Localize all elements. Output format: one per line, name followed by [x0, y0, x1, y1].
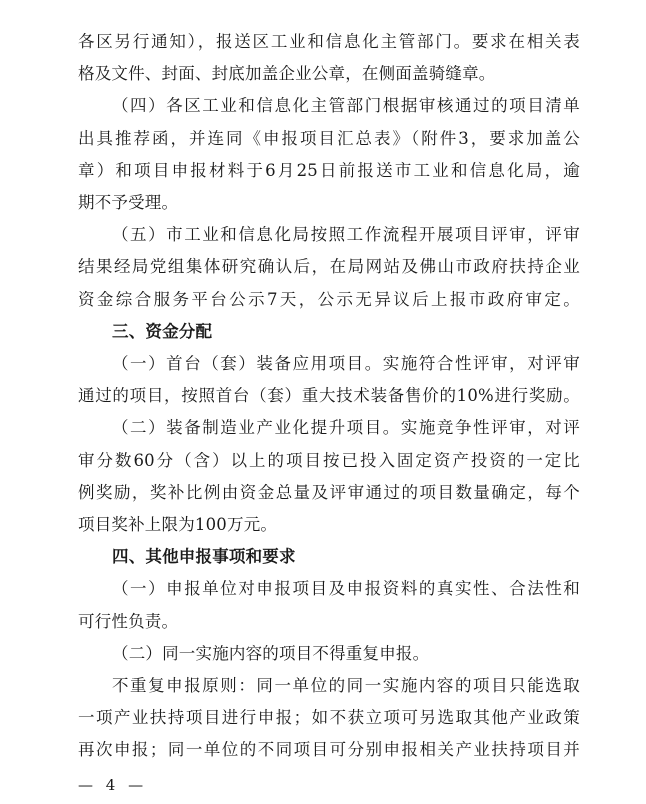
text-line: 期不予受理。: [78, 193, 179, 212]
text-line: （二）装备制造业产业化提升项目。实施竞争性评审，对评: [112, 418, 580, 438]
page-number: — 4 —: [78, 776, 148, 794]
text-line: 审分数60分（含）以上的项目按已投入固定资产投资的一定比: [78, 450, 580, 470]
text-line: 各区另行通知），报送区工业和信息化主管部门。要求在相关表: [78, 32, 580, 51]
text-line: 项目奖补上限为100万元。: [78, 515, 278, 534]
text-line: 不重复申报原则：同一单位的同一实施内容的项目只能选取: [112, 676, 580, 695]
text-line: （四）各区工业和信息化主管部门根据审核通过的项目清单: [112, 96, 580, 116]
text-line: 一项产业扶持项目进行申报；如不获立项可另选取其他产业政策: [78, 708, 580, 728]
text-line: （一）首台（套）装备应用项目。实施符合性评审，对评审: [112, 354, 580, 373]
text-line: （二）同一实施内容的项目不得重复申报。: [112, 643, 430, 663]
text-line: 再次申报；同一单位的不同项目可分别申报相关产业扶持项目并: [78, 740, 580, 760]
text-line: 通过的项目，按照首台（套）重大技术装备售价的10%进行奖励。: [78, 386, 580, 406]
text-line: 可行性负责。: [78, 611, 179, 631]
text-line: 资金综合服务平台公示7天，公示无异议后上报市政府审定。: [78, 289, 580, 309]
text-line: 例奖励，奖补比例由资金总量及评审通过的项目数量确定，每个: [78, 482, 580, 502]
section-heading: 三、资金分配: [112, 321, 213, 341]
text-line: 出具推荐函，并连同《申报项目汇总表》（附件3，要求加盖公: [78, 128, 580, 148]
section-heading: 四、其他申报事项和要求: [112, 547, 296, 567]
text-line: 结果经局党组集体研究确认后，在局网站及佛山市政府扶持企业: [78, 257, 580, 277]
text-line: 章）和项目申报材料于6月25日前报送市工业和信息化局，逾: [78, 160, 580, 180]
text-line: （一）申报单位对申报项目及申报资料的真实性、合法性和: [112, 579, 580, 599]
text-line: （五）市工业和信息化局按照工作流程开展项目评审，评审: [112, 225, 580, 245]
text-line: 格及文件、封面、封底加盖企业公章，在侧面盖骑缝章。: [78, 64, 496, 84]
